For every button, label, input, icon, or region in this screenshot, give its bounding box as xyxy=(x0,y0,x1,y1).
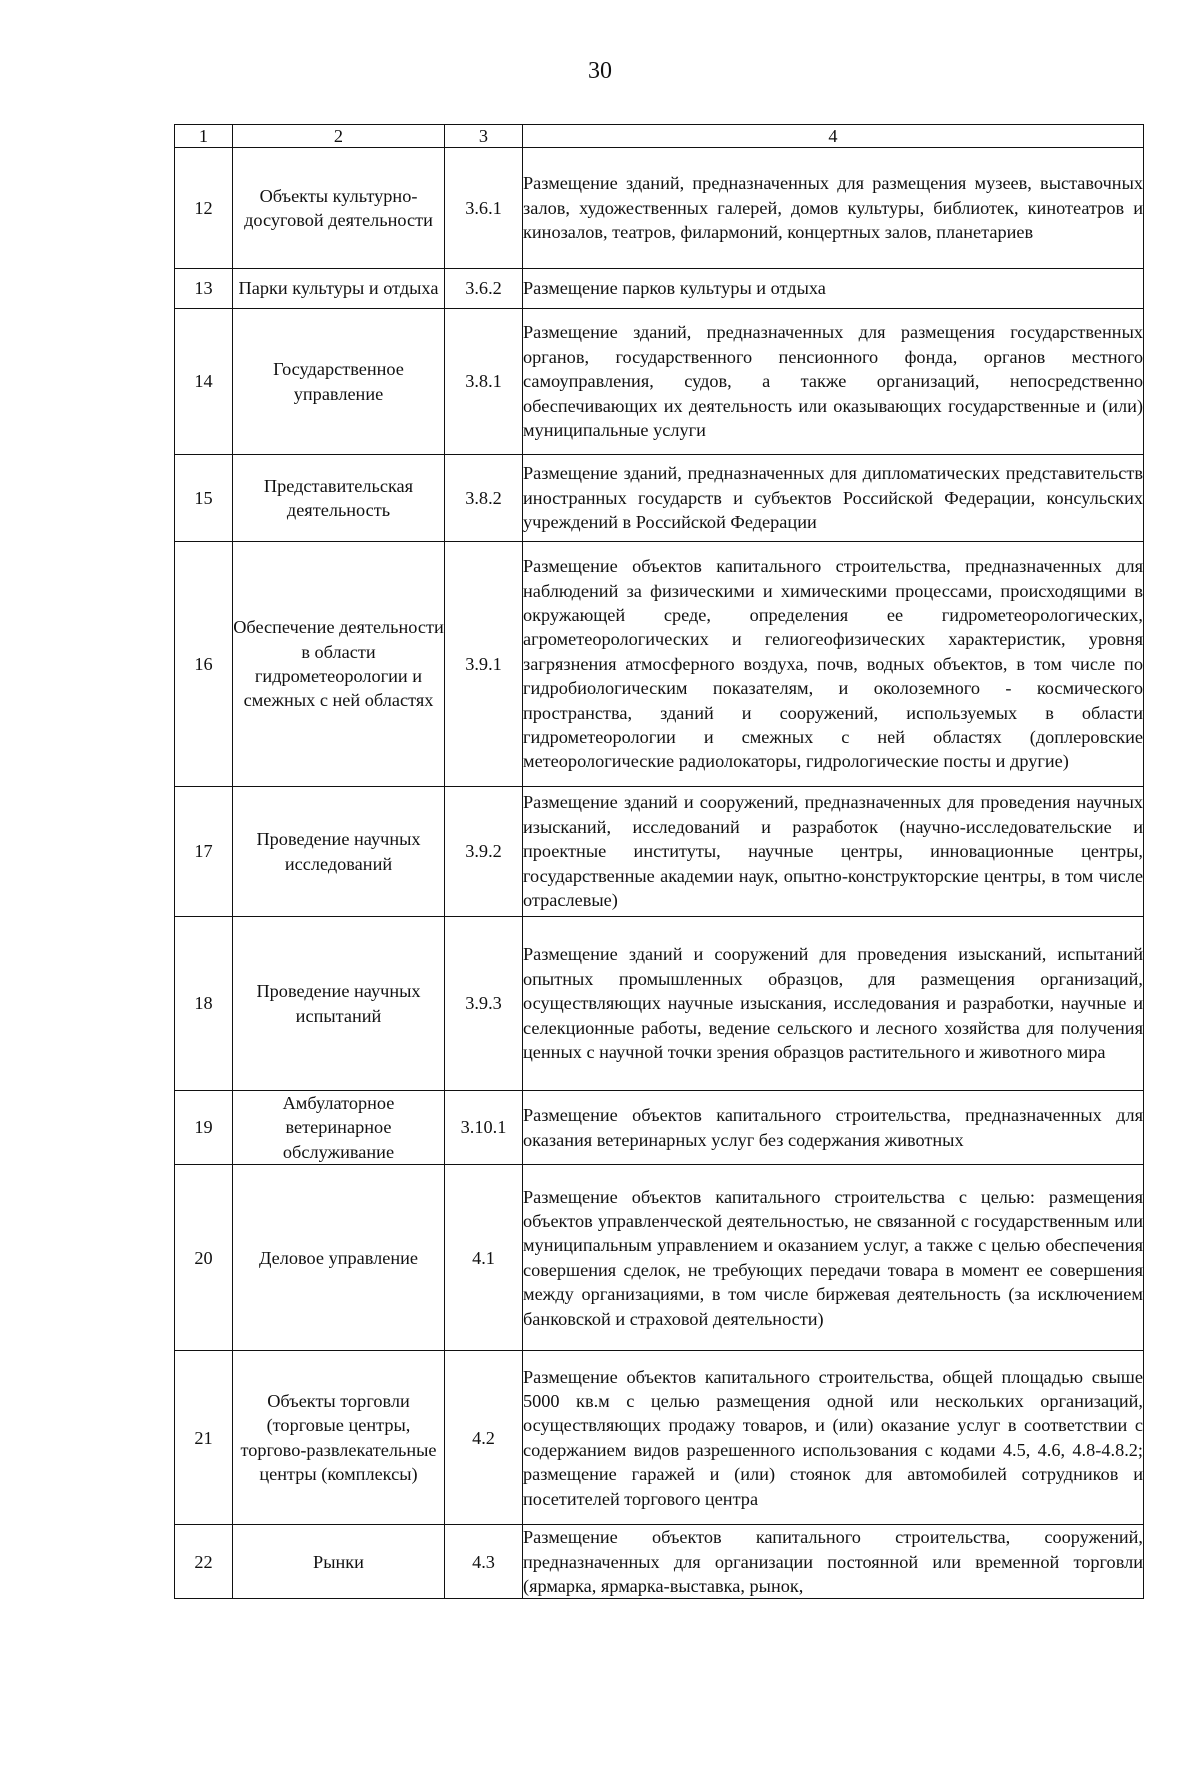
row-description: Размещение парков культуры и отдыха xyxy=(523,269,1144,309)
row-description: Размещение объектов капитального строительства с целью: размещения объектов управленческой деятельностью, не связанной с государственным или муниципальным управлением и оказанием услуг, а также с целью обеспечения совершения сделок, не требующих передачи товара в момент ее совершения между организациями, в том числе биржевая деятельность (за исключением банковской и страховой деятельности) xyxy=(523,1165,1144,1351)
row-number: 22 xyxy=(175,1525,233,1599)
table-row xyxy=(175,1351,1144,1525)
page-number: 30 xyxy=(588,58,612,84)
row-number: 15 xyxy=(175,455,233,542)
table-header-row xyxy=(175,125,1144,148)
table-row xyxy=(175,269,1144,309)
row-description: Размещение объектов капитального строительства, общей площадью свыше 5000 кв.м с целью размещения одной или нескольких организаций, осуществляющих продажу товаров, и (или) оказание услуг в соответствии с содержанием видов разрешенного использования с кодами 4.5, 4.6, 4.8-4.8.2; размещение гаражей и (или) стоянок для автомобилей сотрудников и посетителей торгового центра xyxy=(523,1351,1144,1525)
table-row xyxy=(175,1091,1144,1165)
row-code: 4.2 xyxy=(445,1351,523,1525)
row-number: 12 xyxy=(175,148,233,269)
row-code: 3.6.2 xyxy=(445,269,523,309)
row-code: 3.9.2 xyxy=(445,787,523,917)
table-row xyxy=(175,542,1144,787)
row-code: 3.9.3 xyxy=(445,917,523,1091)
row-description: Размещение зданий, предназначенных для размещения музеев, выставочных залов, художественных галерей, домов культуры, библиотек, кинотеатров и кинозалов, театров, филармоний, концертных залов, планетариев xyxy=(523,148,1144,269)
header-col-3: 3 xyxy=(445,125,523,148)
row-name: Деловое управление xyxy=(233,1165,445,1351)
table-row xyxy=(175,309,1144,455)
row-description: Размещение зданий, предназначенных для дипломатических представительств иностранных государств и субъектов Российской Федерации, консульских учреждений в Российской Федерации xyxy=(523,455,1144,542)
row-name: Рынки xyxy=(233,1525,445,1599)
row-description: Размещение зданий и сооружений, предназначенных для проведения научных изысканий, исследований и разработок (научно-исследовательские и проектные институты, научные центры, инновационные центры, государственные академии наук, опытно-конструкторские центры, в том числе отраслевые) xyxy=(523,787,1144,917)
row-name: Представительская деятельность xyxy=(233,455,445,542)
row-number: 18 xyxy=(175,917,233,1091)
row-name: Государственное управление xyxy=(233,309,445,455)
row-description: Размещение зданий, предназначенных для размещения государственных органов, государственного пенсионного фонда, органов местного самоуправления, судов, а также организаций, непосредственно обеспечивающих их деятельность или оказывающих государственные и (или) муниципальные услуги xyxy=(523,309,1144,455)
row-code: 3.8.2 xyxy=(445,455,523,542)
row-number: 14 xyxy=(175,309,233,455)
header-col-4: 4 xyxy=(523,125,1144,148)
row-name: Амбулаторное ветеринарное обслуживание xyxy=(233,1091,445,1165)
row-description: Размещение объектов капитального строительства, предназначенных для оказания ветеринарных услуг без содержания животных xyxy=(523,1091,1144,1165)
table-row xyxy=(175,148,1144,269)
row-number: 19 xyxy=(175,1091,233,1165)
row-description: Размещение объектов капитального строительства, сооружений, предназначенных для организации постоянной или временной торговли (ярмарка, ярмарка-выставка, рынок, xyxy=(523,1525,1144,1599)
row-code: 3.6.1 xyxy=(445,148,523,269)
row-name: Проведение научных исследований xyxy=(233,787,445,917)
row-number: 16 xyxy=(175,542,233,787)
table-row xyxy=(175,1165,1144,1351)
table-row xyxy=(175,787,1144,917)
row-number: 17 xyxy=(175,787,233,917)
land-use-table xyxy=(174,124,1144,1599)
row-number: 21 xyxy=(175,1351,233,1525)
row-name: Объекты торговли (торговые центры, торгово-развлекательные центры (комплексы) xyxy=(233,1351,445,1525)
row-name: Парки культуры и отдыха xyxy=(233,269,445,309)
row-description: Размещение объектов капитального строительства, предназначенных для наблюдений за физическими и химическими процессами, происходящими в окружающей среде, определения ее гидрометеорологических, агрометеорологических и гелиогеофизических характеристик, уровня загрязнения атмосферного воздуха, почв, водных объектов, в том числе по гидробиологическим показателям, и околоземного - космического пространства, зданий и сооружений, используемых в области гидрометеорологии и смежных с ней областях (доплеровские метеорологические радиолокаторы, гидрологические посты и другие) xyxy=(523,542,1144,787)
row-number: 13 xyxy=(175,269,233,309)
row-name: Объекты культурно-досуговой деятельности xyxy=(233,148,445,269)
row-code: 3.9.1 xyxy=(445,542,523,787)
table-row xyxy=(175,1525,1144,1599)
row-code: 4.3 xyxy=(445,1525,523,1599)
row-code: 4.1 xyxy=(445,1165,523,1351)
header-col-1: 1 xyxy=(175,125,233,148)
header-col-2: 2 xyxy=(233,125,445,148)
table-body xyxy=(175,125,1144,1599)
row-name: Обеспечение деятельности в области гидрометеорологии и смежных с ней областях xyxy=(233,542,445,787)
row-code: 3.10.1 xyxy=(445,1091,523,1165)
table-row xyxy=(175,455,1144,542)
table-row xyxy=(175,917,1144,1091)
row-description: Размещение зданий и сооружений для проведения изысканий, испытаний опытных промышленных образцов, для размещения организаций, осуществляющих научные изыскания, исследования и разработки, научные и селекционные работы, ведение сельского и лесного хозяйства для получения ценных с научной точки зрения образцов растительного и животного мира xyxy=(523,917,1144,1091)
row-number: 20 xyxy=(175,1165,233,1351)
row-name: Проведение научных испытаний xyxy=(233,917,445,1091)
row-code: 3.8.1 xyxy=(445,309,523,455)
